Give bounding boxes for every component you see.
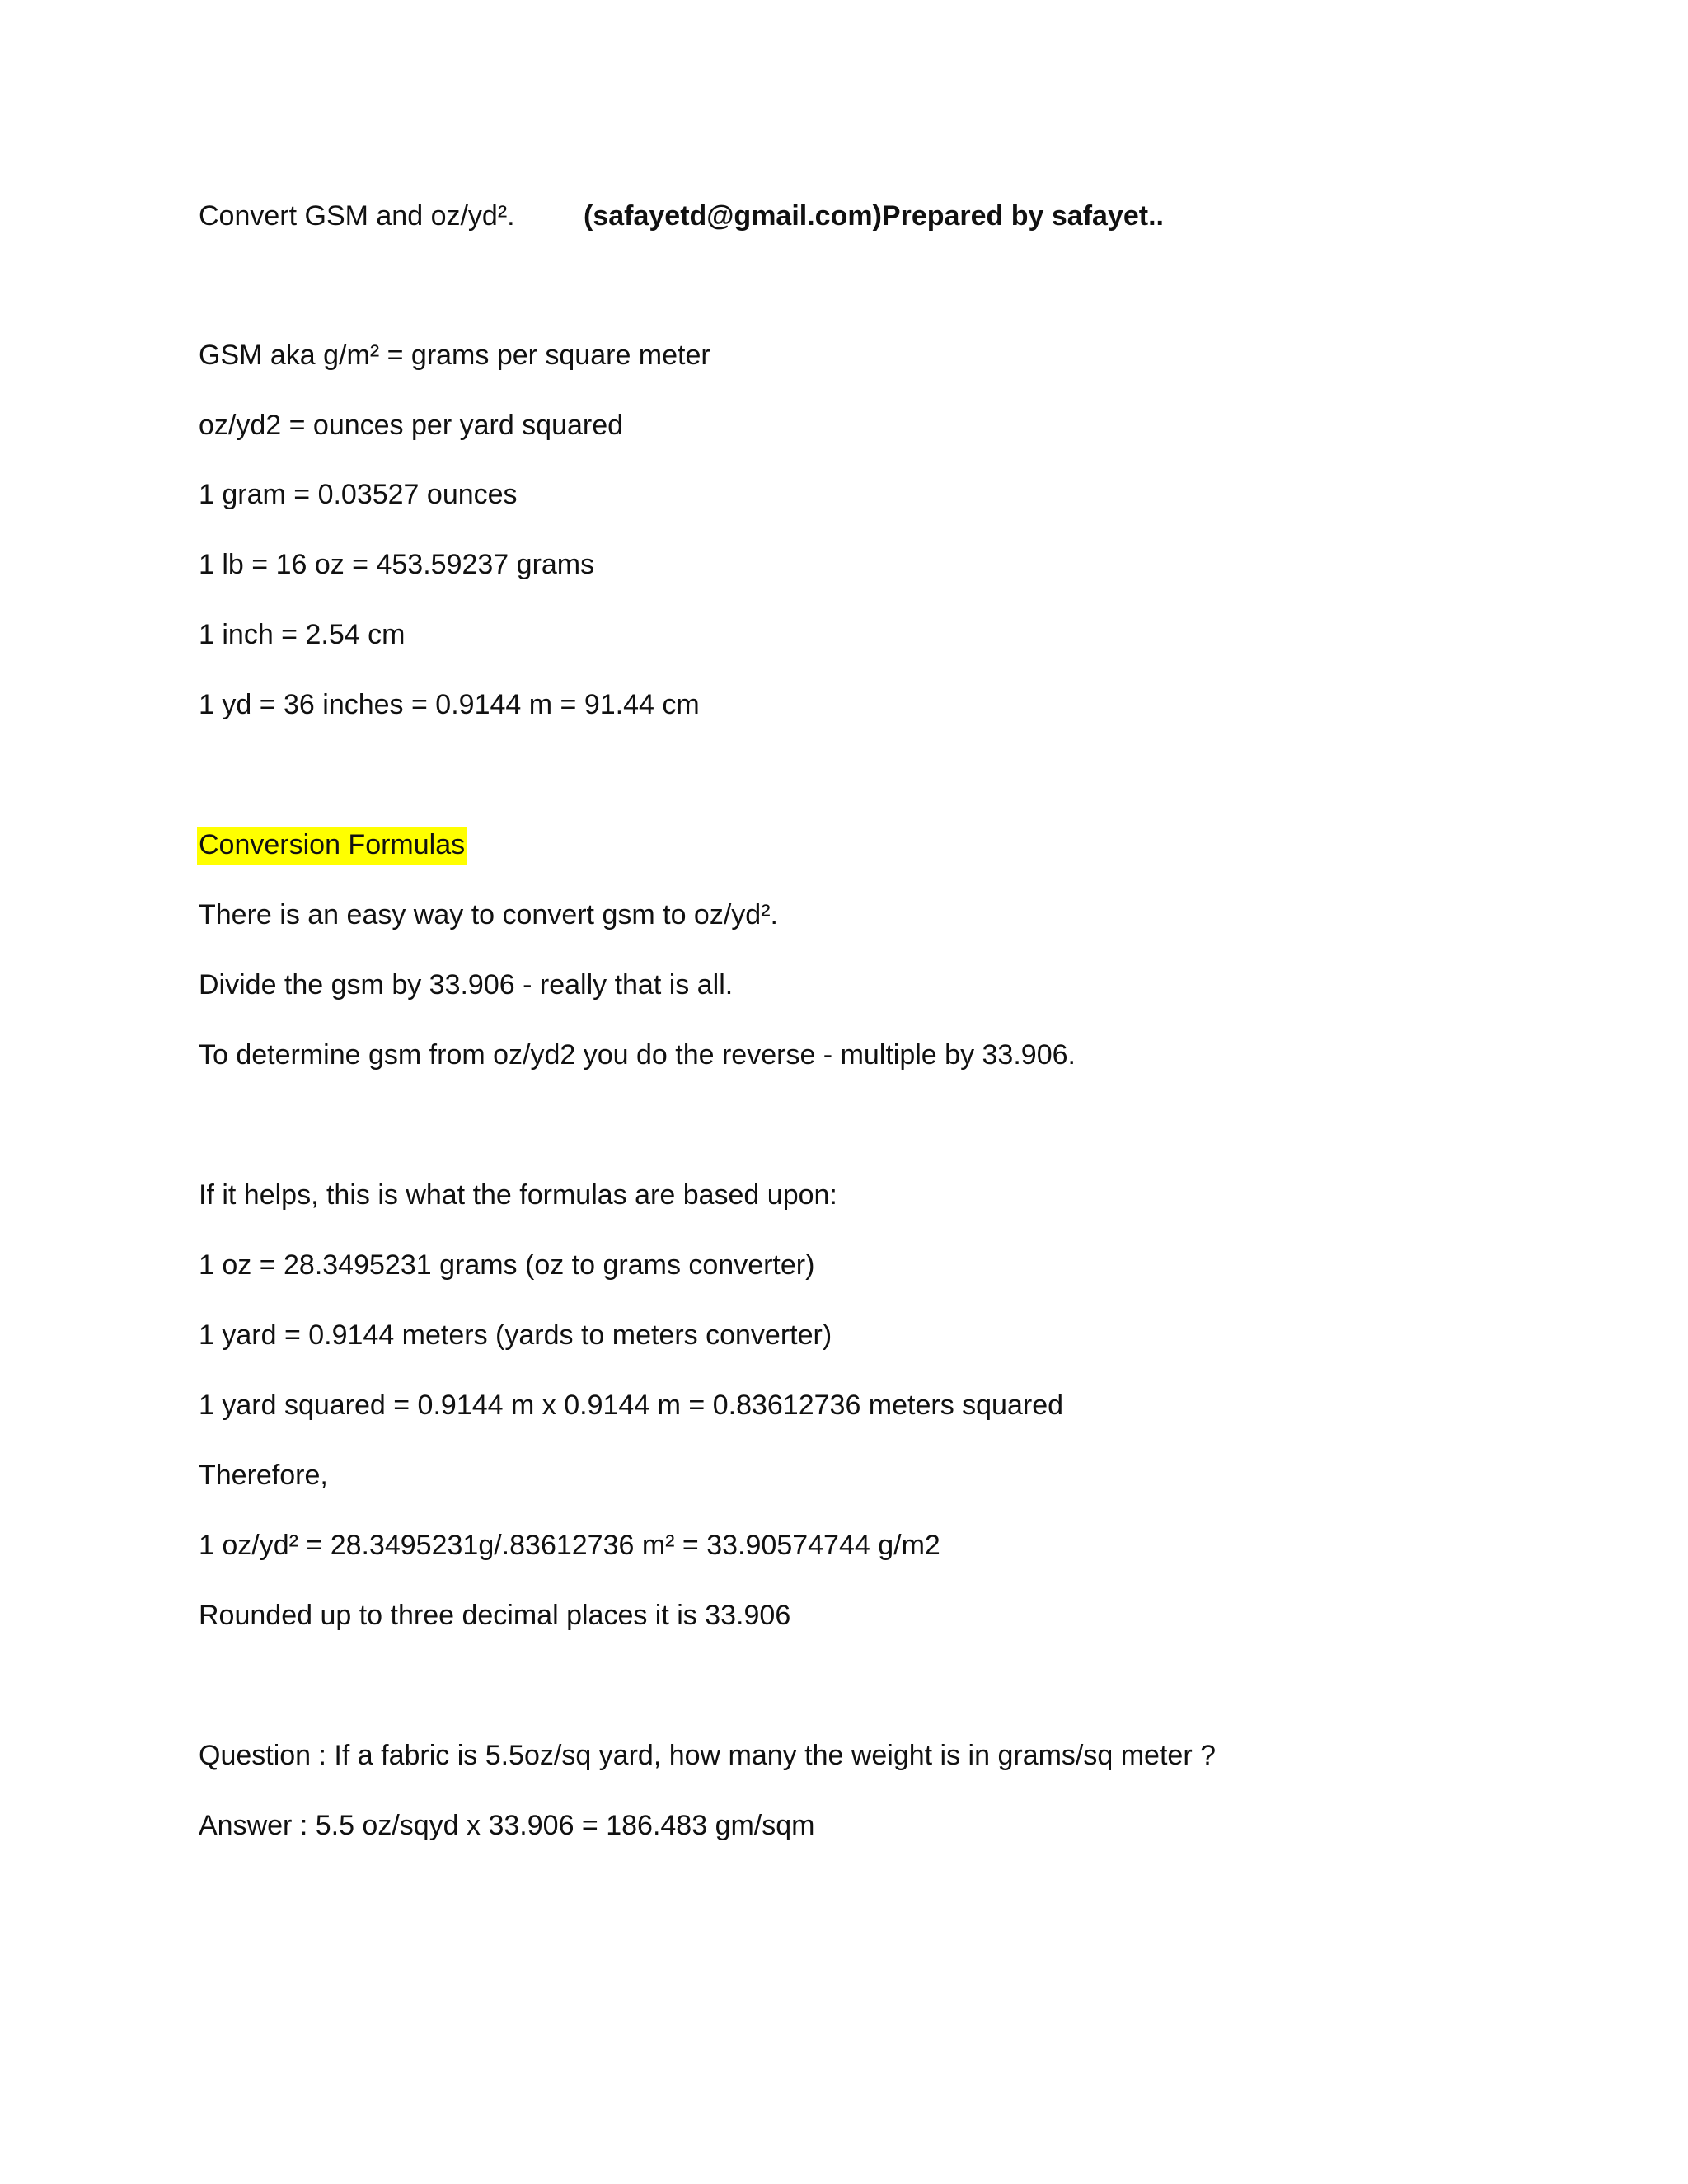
basis-rounded: Rounded up to three decimal places it is 33.906 [199, 1600, 791, 1631]
formula-line: To determine gsm from oz/yd2 you do the reverse - multiple by 33.906. [199, 1039, 1076, 1071]
formula-line: Divide the gsm by 33.906 - really that is all. [199, 969, 734, 1001]
formulas-heading-line [199, 828, 467, 861]
basis-yard-squared: 1 yard squared = 0.9144 m x 0.9144 m = 0.83612736 meters squared [199, 1390, 1064, 1421]
example-answer: Answer : 5.5 oz/sqyd x 33.906 = 186.483 gm/sqm [199, 1810, 815, 1841]
basis-therefore: Therefore, [199, 1460, 328, 1491]
definition-inch: 1 inch = 2.54 cm [199, 619, 406, 650]
definition-gram: 1 gram = 0.03527 ounces [199, 479, 518, 510]
basis-ounce: 1 oz = 28.3495231 grams (oz to grams converter) [199, 1249, 815, 1281]
definition-yard: 1 yd = 36 inches = 0.9144 m = 91.44 cm [199, 689, 700, 720]
basis-intro: If it helps, this is what the formulas are based upon: [199, 1179, 837, 1211]
definition-ozyd2: oz/yd2 = ounces per yard squared [199, 410, 624, 441]
example-question: Question : If a fabric is 5.5oz/sq yard, how many the weight is in grams/sq meter ? [199, 1740, 1216, 1771]
definition-pound: 1 lb = 16 oz = 453.59237 grams [199, 549, 595, 580]
definition-gsm: GSM aka g/m² = grams per square meter [199, 340, 710, 371]
basis-result: 1 oz/yd² = 28.3495231g/.83612736 m² = 33.90574744 g/m2 [199, 1530, 940, 1561]
basis-yard: 1 yard = 0.9144 meters (yards to meters converter) [199, 1319, 832, 1351]
author-contact: (safayetd@gmail.com)Prepared by safayet.. [584, 200, 1164, 232]
document-title: Convert GSM and oz/yd². [199, 200, 515, 232]
formula-line: There is an easy way to convert gsm to oz/yd². [199, 899, 778, 930]
formulas-heading: Conversion Formulas [197, 827, 467, 865]
